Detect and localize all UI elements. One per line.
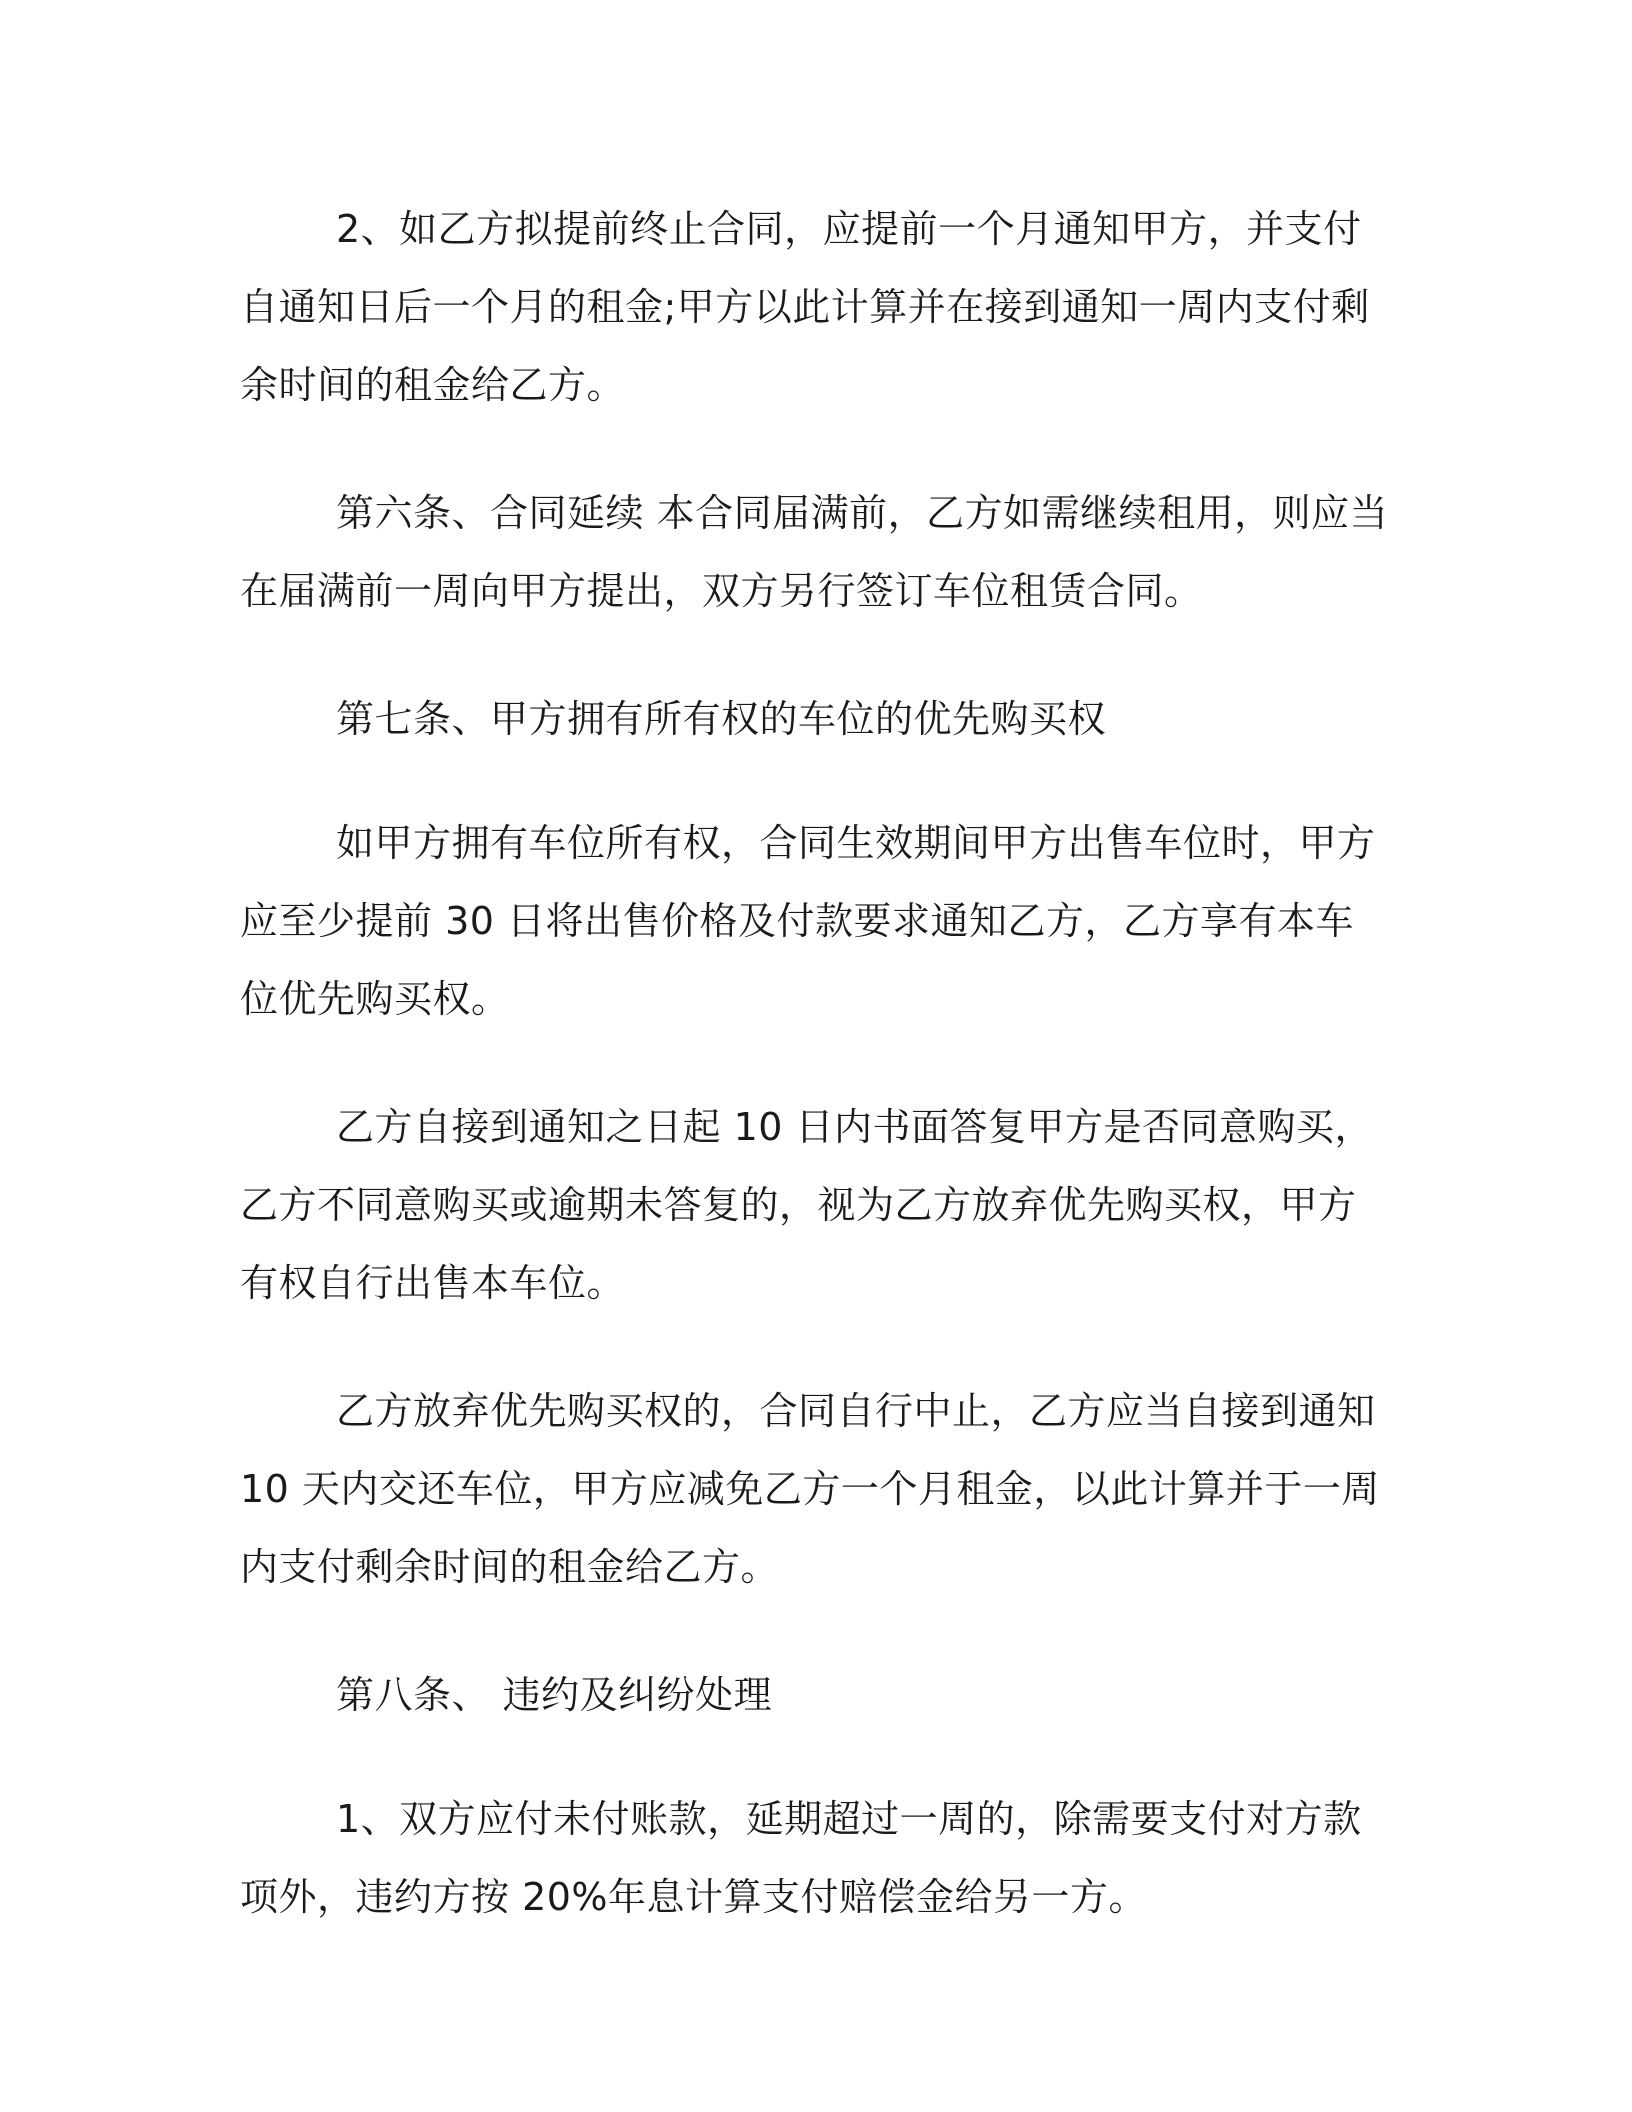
heading-article-7: 第七条、甲方拥有所有权的车位的优先购买权 xyxy=(336,697,1107,741)
paragraph-termination-notice: 2、如乙方拟提前终止合同，应提前一个月通知甲方，并支付自通知日后一个月的租金;甲方以此计算并在接到通知一周内支付剩余时间的租金给乙方。 xyxy=(240,207,1370,407)
paragraph-late-payment-penalty: 1、双方应付未付账款，延期超过一周的，除需要支付对方款项外，违约方按 20%年息计算支付赔偿金给另一方。 xyxy=(240,1797,1362,1919)
document-body xyxy=(240,190,1390,1986)
paragraph-preemptive-right: 如甲方拥有车位所有权，合同生效期间甲方出售车位时，甲方应至少提前 30 日将出售价格及付款要求通知乙方，乙方享有本车位优先购买权。 xyxy=(240,821,1376,1021)
heading-article-8: 第八条、 违约及纠纷处理 xyxy=(336,1673,773,1717)
paragraph-article-6-renewal: 第六条、合同延续 本合同届满前，乙方如需继续租用，则应当在届满前一周向甲方提出，双方另行签订车位租赁合同。 xyxy=(240,491,1389,613)
paragraph-reply-period: 乙方自接到通知之日起 10 日内书面答复甲方是否同意购买，乙方不同意购买或逾期未答复的，视为乙方放弃优先购买权，甲方有权自行出售本车位。 xyxy=(240,1105,1374,1305)
paragraph-waiver-termination: 乙方放弃优先购买权的，合同自行中止，乙方应当自接到通知 10 天内交还车位，甲方应减免乙方一个月租金，以此计算并于一周内支付剩余时间的租金给乙方。 xyxy=(240,1389,1380,1589)
